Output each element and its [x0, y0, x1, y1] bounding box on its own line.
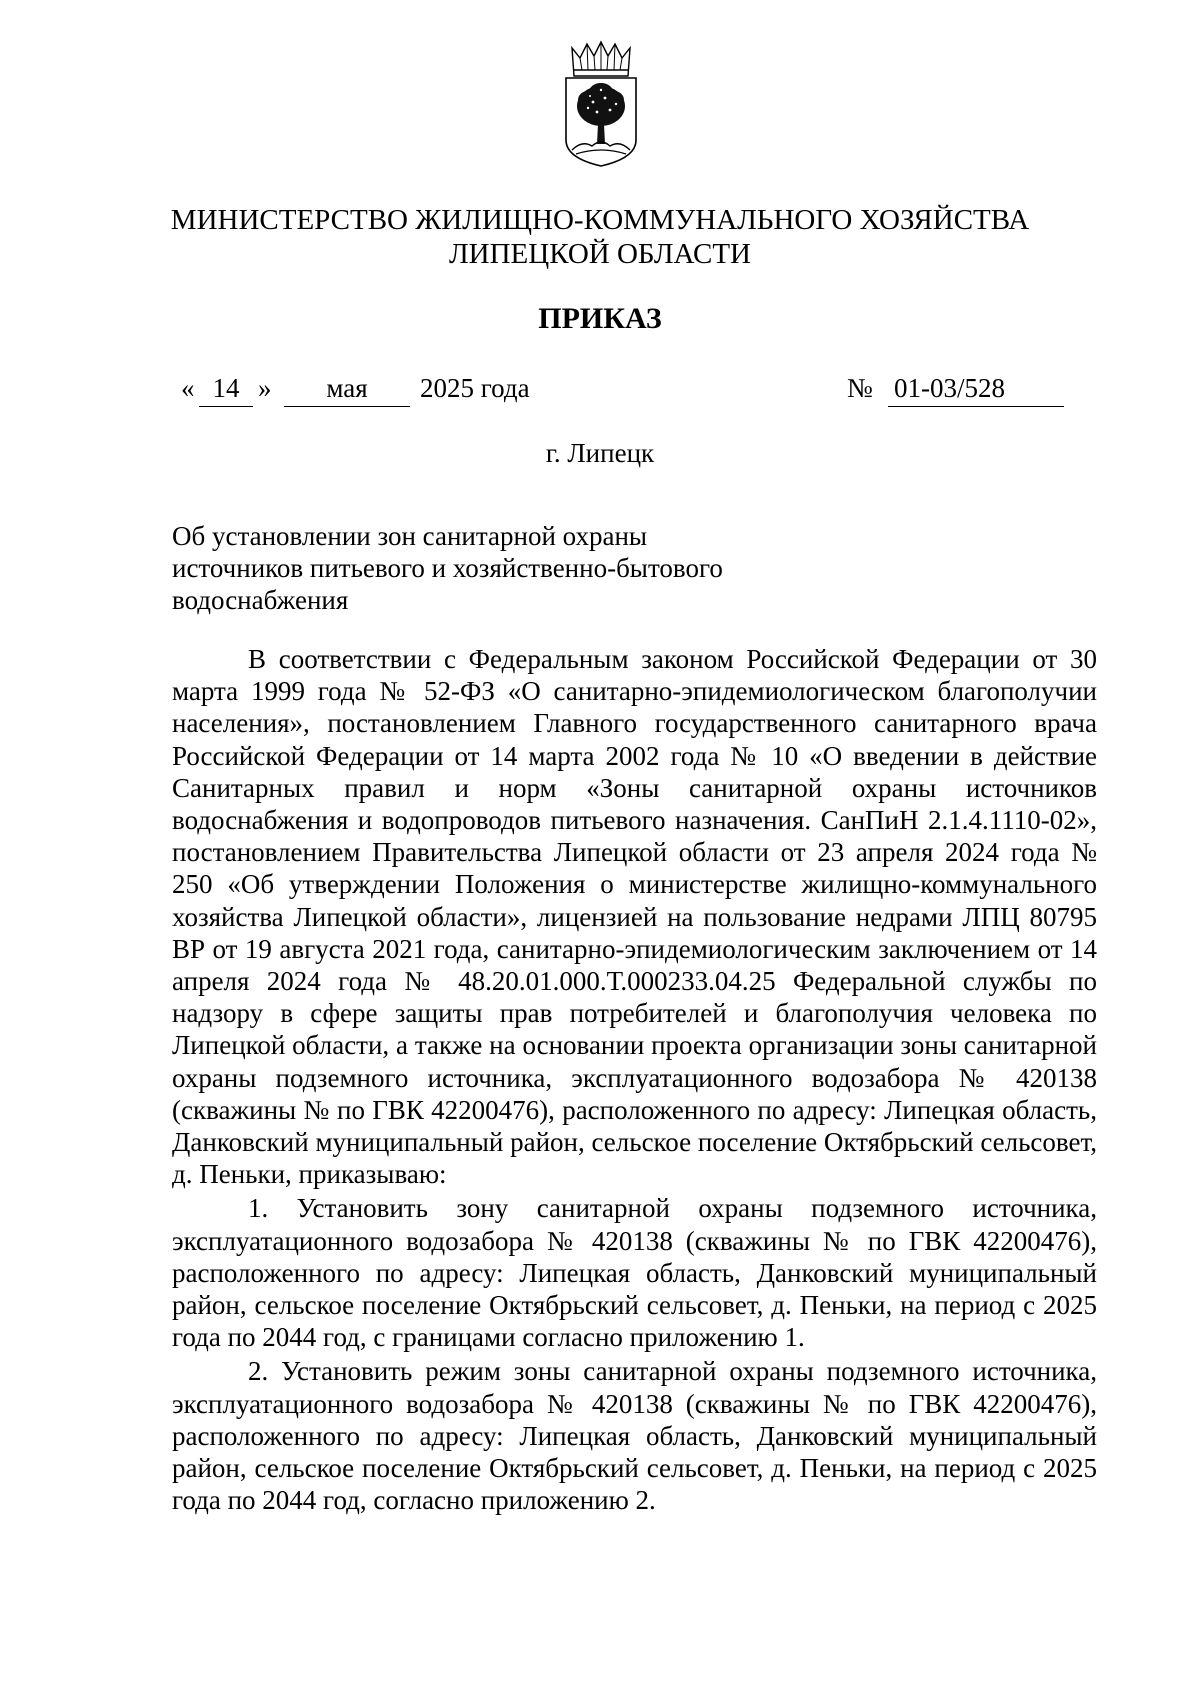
order-day: 14 [199, 370, 253, 407]
subject-line-2: источников питьевого и хозяйственно-бытового [172, 553, 723, 583]
subject-line-3: водоснабжения [172, 585, 349, 615]
order-item-2: 2. Установить режим зоны санитарной охраны подземного источника, эксплуатационного водозабора № 420138 (скважины № по ГВК 42200476), расположенного по адресу: Липецкая область, Данковский муниципальный район, сельское поселение Октябрьский сельсовет, д. Пеньки, на период с 2025 года по 2044 год, согласно приложению 2. [172, 1356, 1097, 1516]
document-title: ПРИКАЗ [538, 302, 662, 335]
order-item-1: 1. Установить зону санитарной охраны подземного источника, эксплуатационного водозабора № 420138 (скважины № по ГВК 42200476), расположенного по адресу: Липецкая область, Данковский муниципальный район, сельское поселение Октябрьский сельсовет, д. Пеньки, на период с 2025 года по 2044 год, с границами согласно приложению 1. [172, 1193, 1097, 1353]
order-subject [172, 520, 812, 616]
date-open-quote: « [181, 373, 195, 403]
preamble-paragraph: В соответствии с Федеральным законом Российской Федерации от 30 марта 1999 года № 52-ФЗ «О санитарно-эпидемиологическом благополучии населения», постановлением Главного государственного санитарного врача Российской Федерации от 14 марта 2002 года № 10 «О введении в действие Санитарных правил и норм «Зоны санитарной охраны источников водоснабжения и водопроводов питьевого назначения. СанПиН 2.1.4.1110-02», постановлением Правительства Липецкой области от 23 апреля 2024 года № 250 «Об утверждении Положения о министерстве жилищно-коммунального хозяйства Липецкой области», лицензией на пользование недрами ЛПЦ 80795 ВР от 19 августа 2021 года, санитарно-эпидемиологическим заключением от 14 апреля 2024 года № 48.20.01.000.Т.000233.04.25 Федеральной службы по надзору в сфере защиты прав потребителей и благополучия человека по Липецкой области, а также на основании проекта организации зоны санитарной охраны подземного источника, эксплуатационного водозабора № 420138 (скважины № по ГВК 42200476), расположенного по адресу: Липецкая область, Данковский муниципальный район, сельское поселение Октябрьский сельсовет, д. Пеньки, приказываю: [172, 644, 1097, 1190]
lipetsk-coat-of-arms-icon [560, 40, 642, 168]
number-sign: № [847, 373, 873, 403]
subject-line-1: Об установлении зон санитарной охраны [172, 521, 648, 551]
ministry-name-line-1: МИНИСТЕРСТВО ЖИЛИЩНО-КОММУНАЛЬНОГО ХОЗЯЙСТВА [170, 204, 1030, 236]
order-body [172, 643, 1097, 1516]
date-close-quote: » [258, 373, 272, 403]
order-year: 2025 года [420, 373, 530, 403]
ministry-name-line-2: ЛИПЕЦКОЙ ОБЛАСТИ [448, 238, 751, 270]
order-date-number-line [0, 370, 1200, 406]
order-number: 01-03/528 [888, 370, 1064, 407]
order-month: мая [284, 370, 410, 407]
city-line: г. Липецк [545, 438, 655, 468]
